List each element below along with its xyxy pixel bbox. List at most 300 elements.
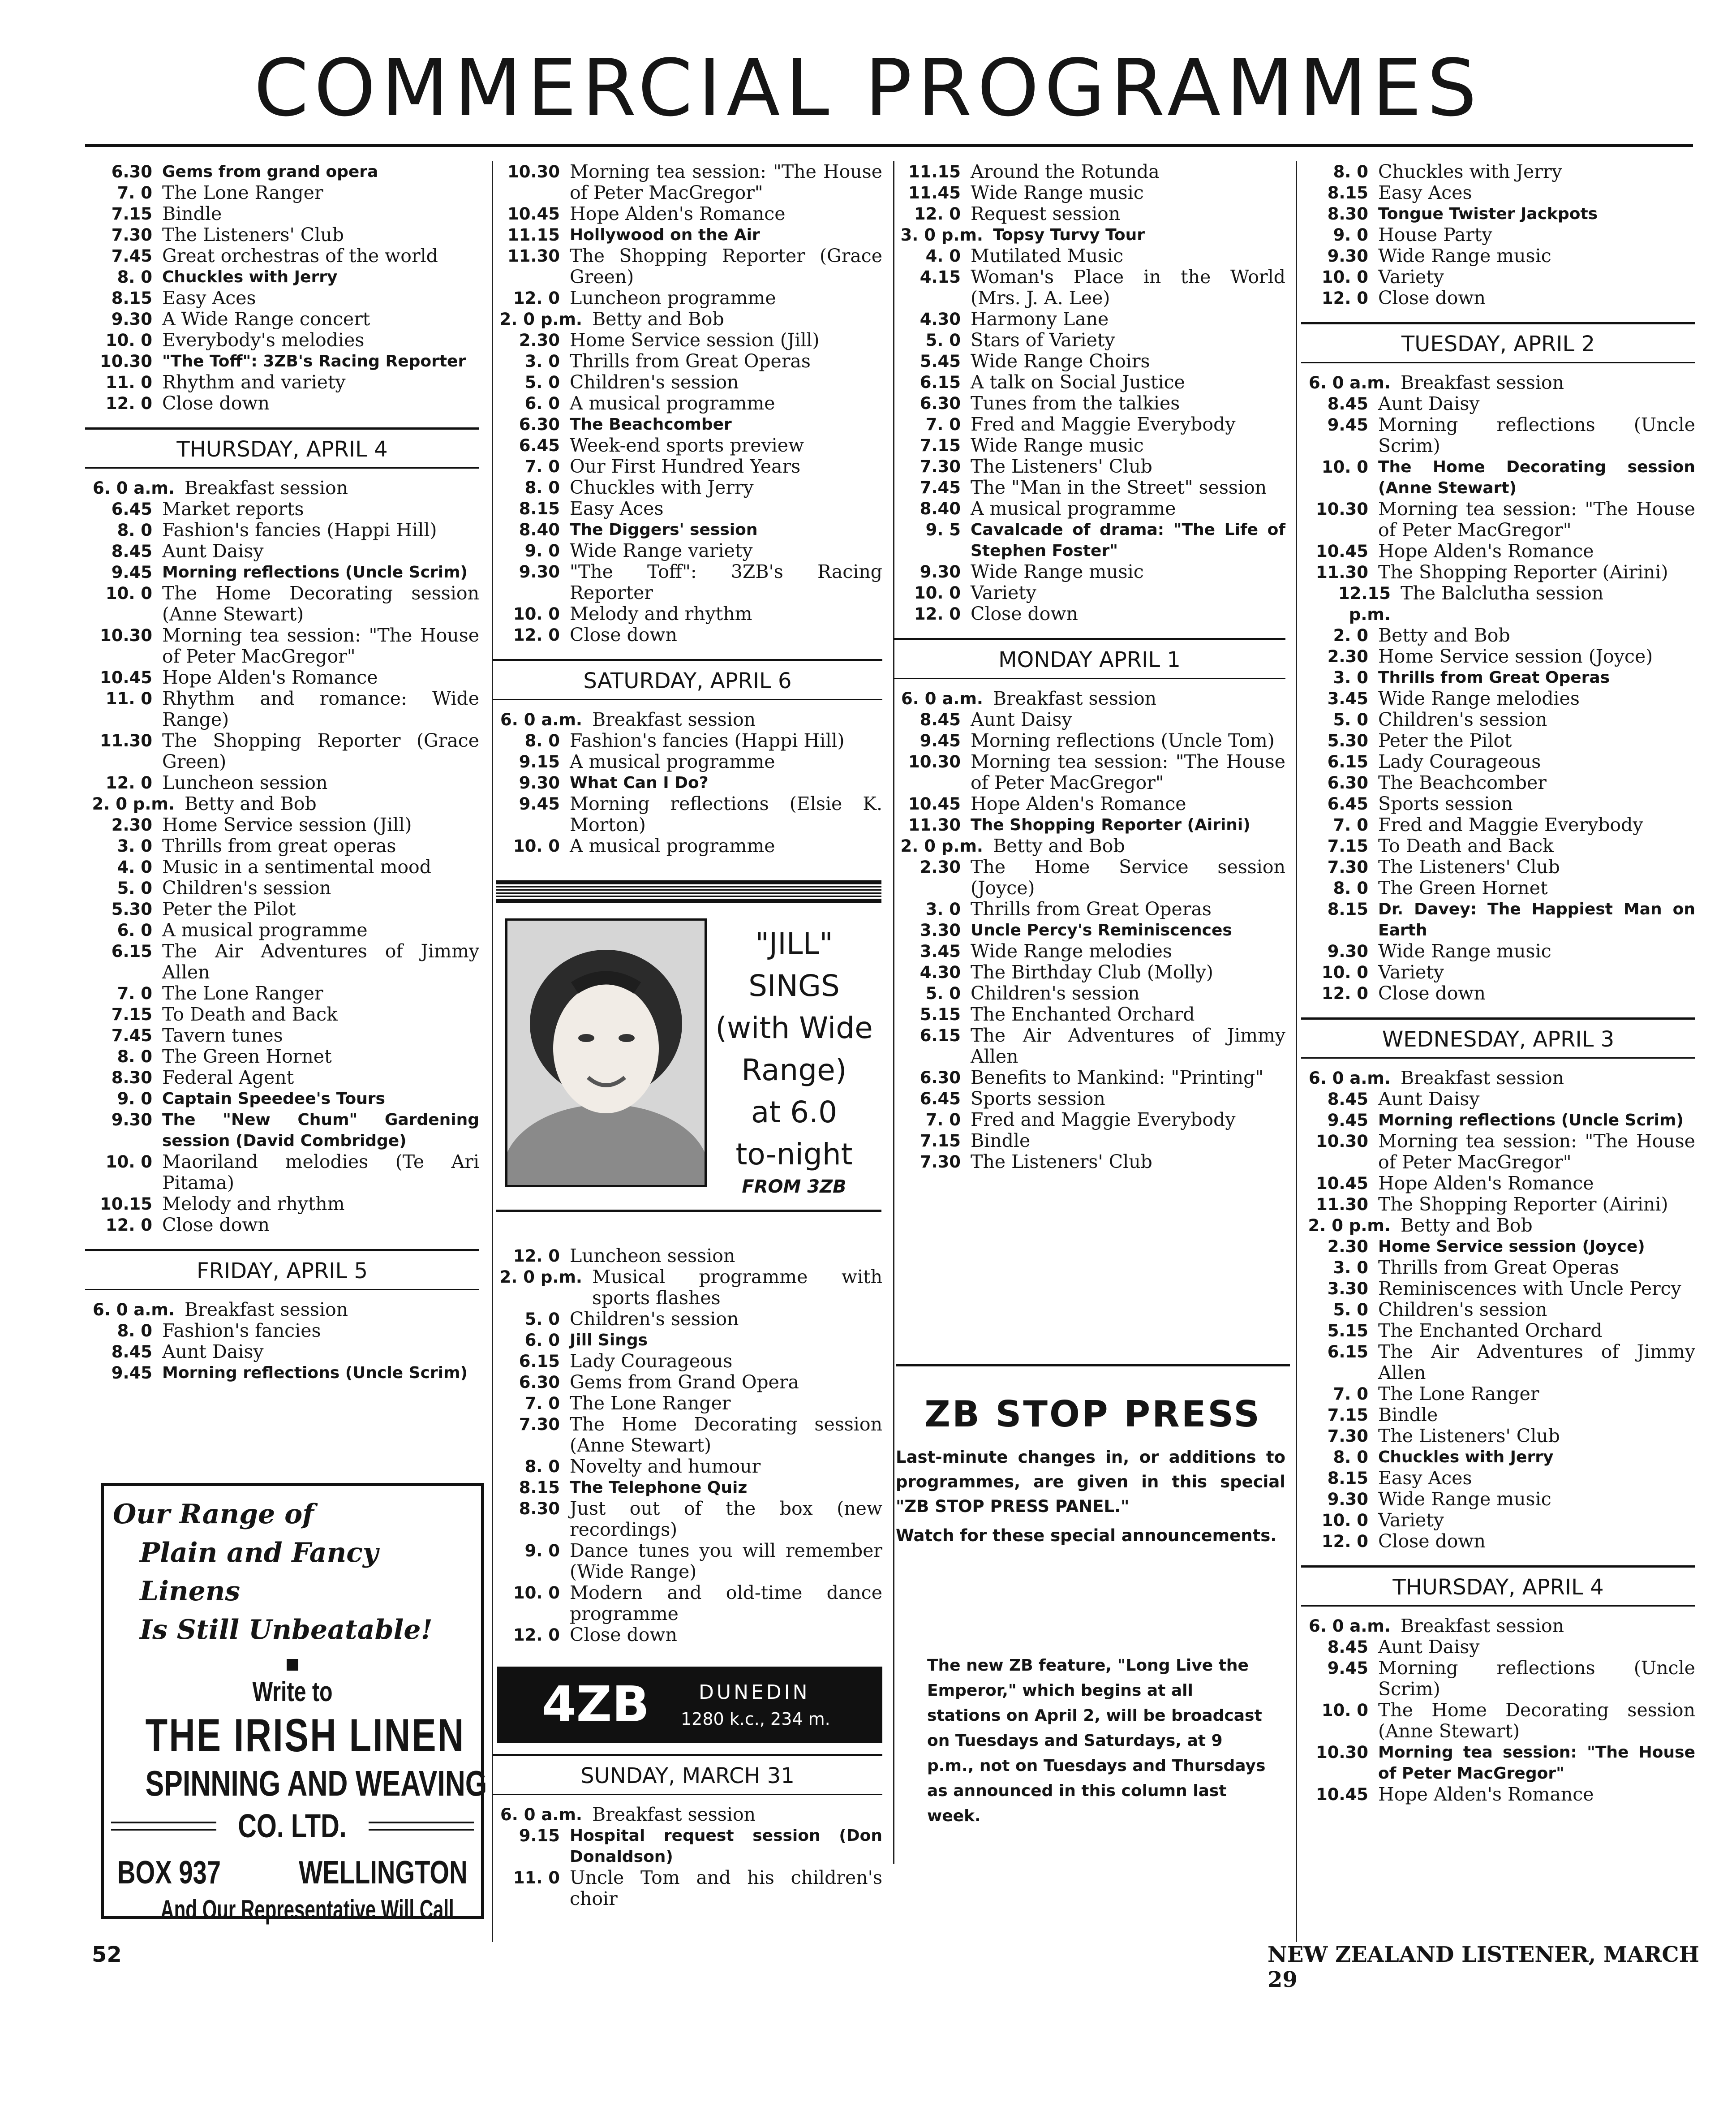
schedule-programme: Fashion's fancies (Happi Hill) [162, 519, 437, 541]
schedule-row [1301, 1278, 1695, 1299]
ad-company-row [111, 1807, 474, 1845]
schedule-list [493, 1245, 882, 1646]
schedule-programme: The Air Adventures of Jimmy Allen [162, 940, 479, 983]
schedule-time: 9. 0 [524, 541, 560, 560]
schedule-time: 10.30 [1315, 1743, 1368, 1762]
schedule-time: 11.30 [1315, 563, 1368, 582]
schedule-time: 3. 0 [925, 900, 961, 919]
schedule-time: 11. 0 [513, 1868, 560, 1887]
schedule-row [493, 330, 882, 351]
schedule-programme: Request session [971, 203, 1121, 224]
schedule-list [894, 688, 1285, 1172]
schedule-time: 9.30 [1327, 942, 1368, 961]
schedule-row [493, 540, 882, 561]
schedule-time: 12. 0 [105, 773, 152, 793]
ad-company: CO. LTD. [238, 1807, 347, 1844]
schedule-programme: The Beachcomber [1378, 772, 1547, 793]
station-banner-4zb [497, 1667, 882, 1743]
schedule-programme: What Can I Do? [570, 774, 709, 792]
schedule-row [85, 793, 479, 814]
schedule-time: 11.45 [908, 183, 961, 202]
schedule-time: 10.45 [507, 204, 560, 224]
schedule-time: 6. 0 a.m. [500, 710, 582, 729]
schedule-row [493, 309, 882, 330]
schedule-row [85, 857, 479, 878]
schedule-programme: The Air Adventures of Jimmy Allen [1378, 1341, 1695, 1383]
schedule-row [493, 1245, 882, 1267]
schedule-programme: Everybody's melodies [162, 329, 365, 351]
schedule-row [493, 1582, 882, 1624]
schedule-row [894, 224, 1285, 246]
schedule-time: 9.45 [519, 794, 560, 814]
schedule-time: 6.45 [111, 500, 152, 519]
schedule-programme: Aunt Daisy [1378, 1636, 1480, 1658]
schedule-time: 9.30 [1327, 246, 1368, 266]
schedule-programme: Easy Aces [1378, 182, 1472, 203]
schedule-programme: Uncle Tom and his children's choir [570, 1867, 882, 1909]
schedule-row [1301, 1637, 1695, 1658]
schedule-row [85, 688, 479, 730]
schedule-programme: Morning reflections (Uncle Scrim) [1378, 414, 1695, 457]
ad-line: Is Still Unbeatable! [140, 1614, 433, 1646]
schedule-programme: "The Toff": 3ZB's Racing Reporter [162, 352, 466, 371]
schedule-row [493, 1456, 882, 1477]
schedule-time: 6.45 [920, 1089, 961, 1108]
schedule-programme: Easy Aces [162, 287, 256, 309]
schedule-row [1301, 751, 1695, 772]
schedule-time: 8. 0 [1333, 162, 1368, 181]
schedule-time: 5.30 [1327, 731, 1368, 750]
schedule-time: 6.30 [920, 1068, 961, 1087]
schedule-time: 11.30 [1315, 1195, 1368, 1214]
schedule-row [894, 309, 1285, 330]
column-3 [894, 161, 1285, 1172]
day-heading: TUESDAY, APRIL 2 [1301, 322, 1695, 363]
schedule-row [85, 1046, 479, 1067]
schedule-time: 10.15 [99, 1194, 152, 1214]
jill-sings-box [496, 880, 881, 1201]
schedule-time: 12. 0 [1321, 1532, 1368, 1551]
schedule-programme: Home Service session (Joyce) [1378, 1237, 1645, 1256]
schedule-time: 6.15 [1327, 752, 1368, 771]
stop-press-notice: The new ZB feature, "Long Live the Emperor," which begins at all stations on April 2, will be broadcast on Tuesdays and Saturdays, at 9 p.m., not on Tuesdays and Thursdays as announced in this column last week. [927, 1656, 1266, 1825]
schedule-row [85, 246, 479, 267]
schedule-time: 7. 0 [117, 183, 152, 202]
schedule-programme: Rhythm and romance: Wide Range) [162, 688, 479, 730]
schedule-programme: Melody and rhythm [570, 603, 752, 625]
schedule-time: 5.30 [111, 900, 152, 919]
column-2 [493, 161, 882, 857]
schedule-row [85, 772, 479, 793]
schedule-time: 8.45 [1327, 394, 1368, 414]
schedule-programme: Close down [570, 1624, 677, 1646]
schedule-programme: Close down [971, 603, 1078, 625]
schedule-programme: Our First Hundred Years [570, 456, 801, 477]
schedule-time: 10. 0 [1321, 1511, 1368, 1530]
schedule-programme: Variety [971, 582, 1036, 603]
schedule-row [894, 983, 1285, 1004]
schedule-programme: Morning reflections (Uncle Scrim) [162, 563, 468, 582]
ad-line: Our Range of [113, 1499, 314, 1530]
ad-city: WELLINGTON [299, 1855, 468, 1891]
schedule-programme: Breakfast session [993, 688, 1157, 709]
schedule-programme: The Shopping Reporter (Grace Green) [162, 730, 479, 772]
schedule-row [1301, 1510, 1695, 1531]
schedule-programme: Luncheon session [570, 1245, 735, 1267]
schedule-programme: "The Toff": 3ZB's Racing Reporter [570, 561, 882, 603]
schedule-time: 9.45 [111, 563, 152, 582]
schedule-row [493, 477, 882, 498]
schedule-row [894, 351, 1285, 372]
schedule-programme: Rhythm and variety [162, 371, 346, 393]
schedule-programme: Morning reflections (Elsie K. Morton) [570, 793, 882, 836]
schedule-row [1301, 499, 1695, 541]
schedule-programme: Musical programme with sports flashes [592, 1266, 882, 1309]
schedule-row [1301, 1068, 1695, 1089]
schedule-row [85, 730, 479, 772]
schedule-time: 7.45 [920, 478, 961, 497]
portrait-illustration [507, 921, 705, 1185]
schedule-row [1301, 625, 1695, 646]
schedule-time: 8. 0 [524, 1457, 560, 1476]
schedule-time: 6.15 [920, 1026, 961, 1045]
schedule-time: 8.40 [519, 520, 560, 539]
schedule-time: 9.30 [519, 773, 560, 793]
schedule-time: 3. 0 [117, 836, 152, 856]
schedule-row [493, 203, 882, 224]
schedule-row [85, 499, 479, 520]
schedule-list [894, 161, 1285, 625]
schedule-row [894, 836, 1285, 857]
schedule-time: 6.30 [519, 415, 560, 434]
schedule-programme: A musical programme [971, 498, 1176, 519]
schedule-programme: Breakfast session [592, 1804, 756, 1825]
schedule-programme: Tunes from the talkies [971, 392, 1180, 414]
schedule-row [894, 751, 1285, 793]
schedule-row [894, 161, 1285, 182]
schedule-row [493, 625, 882, 646]
day-heading: FRIDAY, APRIL 5 [85, 1249, 479, 1290]
schedule-time: 2.30 [1327, 647, 1368, 666]
schedule-row [1301, 1468, 1695, 1489]
schedule-list [85, 1299, 479, 1383]
schedule-time: 3.45 [920, 942, 961, 961]
schedule-row [1301, 541, 1695, 562]
schedule-row [894, 1151, 1285, 1172]
schedule-programme: Dr. Davey: The Happiest Man on Earth [1378, 900, 1695, 939]
schedule-programme: The Listeners' Club [971, 1151, 1152, 1172]
schedule-time: 10.45 [1315, 1174, 1368, 1193]
schedule-programme: Modern and old-time dance programme [570, 1582, 882, 1624]
schedule-programme: Fred and Maggie Everybody [971, 414, 1236, 435]
ad-line: Plain and Fancy Linens [140, 1537, 378, 1607]
schedule-row [1301, 1341, 1695, 1383]
schedule-time: 7.15 [920, 436, 961, 455]
schedule-programme: Federal Agent [162, 1067, 294, 1088]
schedule-programme: Close down [162, 1214, 270, 1236]
schedule-programme: Market reports [162, 498, 304, 520]
schedule-programme: Wide Range Choirs [971, 350, 1150, 372]
schedule-row [85, 1151, 479, 1193]
schedule-programme: Thrills from Great Operas [1378, 1257, 1619, 1278]
schedule-programme: A musical programme [162, 919, 368, 941]
schedule-time: 6. 0 a.m. [500, 1805, 582, 1824]
schedule-row [1301, 1447, 1695, 1468]
schedule-programme: Morning tea session: "The House of Peter MacGregor" [971, 751, 1285, 793]
station-city: DUNEDIN [699, 1681, 810, 1704]
schedule-list [1301, 372, 1695, 1004]
schedule-row [894, 182, 1285, 203]
schedule-row [1301, 1257, 1695, 1278]
schedule-row [894, 498, 1285, 519]
schedule-time: 9. 0 [1333, 225, 1368, 245]
jill-sings-text [707, 923, 881, 1198]
schedule-row [493, 1624, 882, 1646]
title-rule [85, 144, 1693, 147]
schedule-row [894, 941, 1285, 962]
schedule-time: 2.30 [519, 331, 560, 350]
schedule-row [85, 1109, 479, 1151]
schedule-programme: Sports session [1378, 793, 1513, 814]
schedule-time: 7. 0 [117, 984, 152, 1003]
day-heading: THURSDAY, APRIL 4 [1301, 1565, 1695, 1607]
schedule-programme: To Death and Back [162, 1004, 338, 1025]
schedule-time: 8. 0 [1333, 879, 1368, 898]
schedule-programme: To Death and Back [1378, 835, 1554, 857]
schedule-programme: Thrills from Great Operas [570, 350, 811, 372]
schedule-row [894, 414, 1285, 435]
column-2-lower [493, 1245, 882, 1646]
schedule-row [85, 562, 479, 583]
schedule-time: 6. 0 [117, 921, 152, 940]
schedule-row [85, 372, 479, 393]
schedule-programme: Dance tunes you will remember (Wide Range) [570, 1540, 882, 1582]
schedule-programme: Fred and Maggie Everybody [1378, 814, 1643, 836]
ad-write-to: Write to [252, 1676, 333, 1707]
schedule-row [894, 1004, 1285, 1025]
schedule-time: 6. 0 a.m. [93, 478, 175, 498]
schedule-programme: Variety [1378, 961, 1444, 983]
schedule-programme: Topsy Turvy Tour [993, 226, 1145, 244]
schedule-row [85, 583, 479, 625]
schedule-row [493, 1477, 882, 1498]
schedule-row [493, 793, 882, 836]
schedule-time: 11. 0 [105, 689, 152, 708]
schedule-time: 6.30 [920, 394, 961, 413]
schedule-programme: House Party [1378, 224, 1492, 246]
schedule-programme: The Lone Ranger [1378, 1383, 1539, 1405]
schedule-programme: Morning reflections (Uncle Scrim) [1378, 1657, 1695, 1700]
schedule-programme: Hope Alden's Romance [1378, 540, 1594, 562]
schedule-time: 8. 0 [117, 1321, 152, 1340]
schedule-programme: Chuckles with Jerry [1378, 1448, 1554, 1466]
schedule-programme: Children's session [570, 371, 739, 393]
schedule-row [894, 246, 1285, 267]
schedule-time: 10. 0 [1321, 963, 1368, 982]
schedule-time: 3. 0 [524, 352, 560, 371]
schedule-time: 8.15 [519, 499, 560, 518]
schedule-time: 6.45 [519, 436, 560, 455]
schedule-programme: Morning tea session: "The House of Peter MacGregor" [162, 625, 479, 667]
schedule-row [1301, 646, 1695, 667]
schedule-row [85, 520, 479, 541]
schedule-programme: Gems from Grand Opera [570, 1371, 799, 1393]
double-rule [369, 1822, 474, 1831]
schedule-programme: Chuckles with Jerry [570, 477, 754, 498]
jill-line: Range) [741, 1053, 847, 1087]
schedule-time: 8.45 [1327, 1637, 1368, 1657]
schedule-programme: The Lone Ranger [162, 982, 323, 1004]
schedule-row [85, 1004, 479, 1025]
schedule-time: 7.15 [111, 204, 152, 224]
schedule-programme: Close down [1378, 982, 1486, 1004]
box-bottom-rule [496, 1210, 881, 1212]
jill-line: "JILL" SINGS [748, 926, 840, 1003]
schedule-row [894, 920, 1285, 941]
schedule-time: 12. 0 [513, 289, 560, 308]
schedule-list [1301, 161, 1695, 309]
schedule-time: 9.30 [519, 562, 560, 582]
schedule-row [1301, 1383, 1695, 1405]
schedule-row [85, 351, 479, 372]
schedule-time: 5. 0 [524, 1310, 560, 1329]
schedule-time: 4.15 [920, 267, 961, 287]
schedule-row [894, 730, 1285, 751]
schedule-programme: A musical programme [570, 392, 775, 414]
schedule-row [493, 1414, 882, 1456]
schedule-row [894, 603, 1285, 625]
schedule-time: 10. 0 [1321, 1701, 1368, 1720]
schedule-row [493, 1267, 882, 1309]
schedule-programme: A musical programme [570, 835, 775, 857]
schedule-row [493, 288, 882, 309]
schedule-row [894, 1067, 1285, 1088]
schedule-time: 10.30 [507, 162, 560, 181]
schedule-programme: Morning tea session: "The House of Peter MacGregor" [1378, 1743, 1695, 1783]
schedule-row [1301, 941, 1695, 962]
schedule-time: 3.30 [1327, 1279, 1368, 1298]
schedule-row [894, 1088, 1285, 1109]
schedule-row [1301, 414, 1695, 457]
schedule-time: 10. 0 [1321, 267, 1368, 287]
schedule-row [1301, 203, 1695, 224]
ad-company: SPINNING AND WEAVING [145, 1763, 487, 1803]
schedule-time: 12. 0 [914, 204, 961, 224]
schedule-time: 6.30 [519, 1373, 560, 1392]
schedule-programme: The Listeners' Club [971, 456, 1152, 477]
schedule-time: 7.15 [1327, 836, 1368, 856]
schedule-time: 7.15 [111, 1005, 152, 1024]
schedule-time: 7.30 [1327, 857, 1368, 877]
schedule-time: 10.45 [99, 668, 152, 687]
schedule-time: 11.30 [507, 246, 560, 266]
schedule-row [85, 288, 479, 309]
schedule-programme: Children's session [162, 877, 331, 899]
schedule-programme: Breakfast session [592, 709, 756, 730]
schedule-row [85, 478, 479, 499]
schedule-programme: Betty and Bob [1401, 1215, 1533, 1236]
schedule-time: 5. 0 [1333, 1300, 1368, 1319]
schedule-programme: Maoriland melodies (Te Ari Pitama) [162, 1151, 479, 1193]
schedule-row [493, 414, 882, 435]
schedule-programme: Uncle Percy's Reminiscences [971, 921, 1232, 939]
schedule-row [1301, 899, 1695, 941]
schedule-row [85, 161, 479, 182]
schedule-row [894, 962, 1285, 983]
schedule-programme: Melody and rhythm [162, 1193, 345, 1215]
schedule-time: 6. 0 a.m. [93, 1300, 175, 1319]
schedule-programme: Close down [162, 392, 270, 414]
schedule-row [1301, 1489, 1695, 1510]
schedule-programme: Breakfast session [185, 1299, 348, 1320]
schedule-programme: Morning reflections (Uncle Scrim) [162, 1364, 468, 1382]
schedule-time: 5. 0 [1333, 710, 1368, 729]
schedule-time: 10.45 [908, 794, 961, 814]
schedule-programme: Hope Alden's Romance [1378, 1172, 1594, 1194]
schedule-time: 9.45 [1327, 1111, 1368, 1130]
schedule-time: 6. 0 [524, 394, 560, 413]
schedule-row [1301, 688, 1695, 709]
schedule-programme: Sports session [971, 1088, 1105, 1109]
schedule-row [1301, 1426, 1695, 1447]
schedule-time: 3. 0 [1333, 668, 1368, 687]
schedule-time: 9.15 [519, 1826, 560, 1845]
schedule-list [1301, 1068, 1695, 1552]
schedule-programme: Thrills from Great Operas [971, 898, 1212, 920]
schedule-row [894, 393, 1285, 414]
schedule-time: 12. 0 [1321, 289, 1368, 308]
schedule-programme: The Listeners' Club [1378, 1425, 1560, 1447]
station-frequency: 1280 k.c., 234 m. [681, 1709, 830, 1729]
stop-press-text: Watch for these special announcements. [896, 1526, 1277, 1545]
schedule-programme: Aunt Daisy [971, 709, 1072, 730]
schedule-time: 2.30 [920, 857, 961, 877]
schedule-time: 8.45 [1327, 1090, 1368, 1109]
schedule-row [493, 730, 882, 751]
schedule-row [1301, 709, 1695, 730]
schedule-time: 6. 0 [524, 1331, 560, 1350]
schedule-programme: A Wide Range concert [162, 308, 370, 330]
schedule-row [85, 1193, 479, 1215]
schedule-time: 5. 0 [925, 984, 961, 1003]
schedule-programme: Music in a sentimental mood [162, 856, 431, 878]
schedule-time: 8. 0 [1333, 1448, 1368, 1467]
schedule-row [1301, 857, 1695, 878]
schedule-programme: Breakfast session [1401, 1615, 1564, 1637]
schedule-row [85, 182, 479, 203]
day-heading: WEDNESDAY, APRIL 3 [1301, 1017, 1695, 1059]
schedule-row [1301, 1299, 1695, 1320]
schedule-time: 10.30 [908, 752, 961, 771]
schedule-row [85, 1088, 479, 1109]
schedule-row [1301, 962, 1695, 983]
schedule-row [1301, 161, 1695, 182]
schedule-programme: Stars of Variety [971, 329, 1115, 351]
schedule-time: 7. 0 [925, 1110, 961, 1129]
schedule-time: 5. 0 [117, 879, 152, 898]
schedule-row [85, 1299, 479, 1320]
schedule-programme: Morning reflections (Uncle Scrim) [1378, 1111, 1684, 1129]
schedule-time: 7. 0 [925, 415, 961, 434]
schedule-time: 11.30 [908, 815, 961, 835]
schedule-time: 8.45 [920, 710, 961, 729]
schedule-programme: The Enchanted Orchard [1378, 1320, 1603, 1341]
schedule-programme: Chuckles with Jerry [162, 268, 338, 286]
schedule-row [1301, 836, 1695, 857]
schedule-row [894, 857, 1285, 899]
schedule-programme: Reminiscences with Uncle Percy [1378, 1278, 1681, 1299]
schedule-programme: Around the Rotunda [971, 161, 1160, 182]
